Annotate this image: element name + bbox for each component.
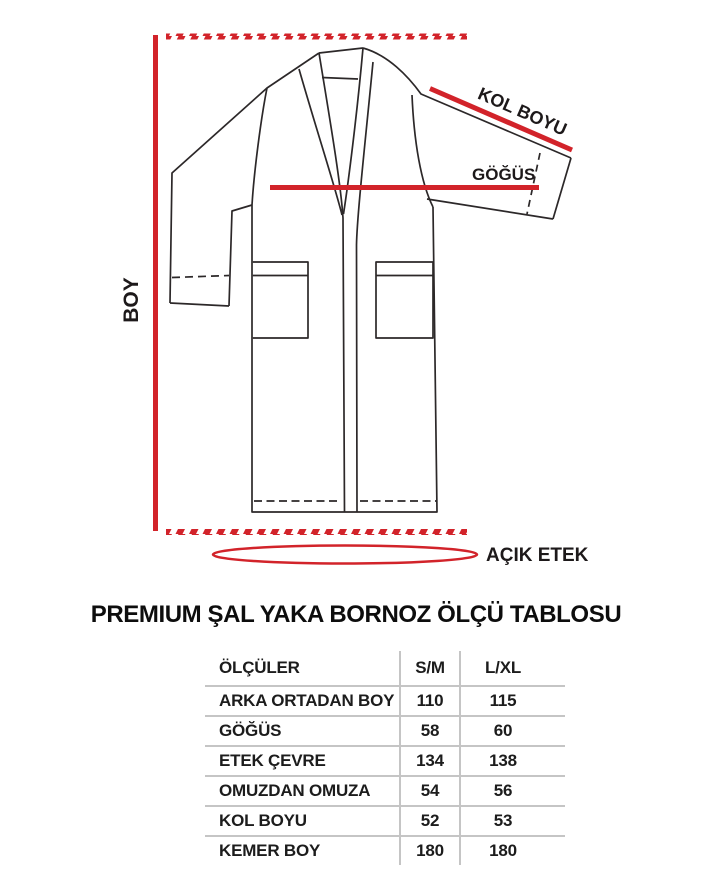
right-cuff-end-line <box>553 158 571 219</box>
lxl-value-cell: 180 <box>460 836 565 865</box>
boy-label: BOY <box>120 277 143 323</box>
measure-label-cell: KEMER BOY <box>219 841 321 860</box>
sm-value-cell: 52 <box>400 806 460 836</box>
back-neck-line <box>322 78 358 80</box>
left-lapel-roll-line <box>299 69 342 215</box>
measure-label-cell: ARKA ORTADAN BOY <box>205 686 400 716</box>
page-title: PREMIUM ŞAL YAKA BORNOZ ÖLÇÜ TABLOSU <box>90 601 622 628</box>
top-width-dashed-line <box>166 34 467 40</box>
left-pocket <box>253 262 308 338</box>
table-row <box>205 746 565 776</box>
kol-boyu-label: KOL BOYU <box>474 83 570 140</box>
collar-top-line <box>319 48 363 53</box>
table-row <box>205 686 565 716</box>
right-armhole-curve <box>412 95 433 207</box>
acik-etek-ellipse <box>213 546 477 564</box>
left-cuff-bottom-line <box>170 303 229 306</box>
column-header-sm: S/M <box>400 651 460 686</box>
left-cuff-fold-dashed-line <box>172 276 229 278</box>
column-header-lxl: L/XL <box>460 651 565 686</box>
table-row <box>205 806 565 836</box>
right-sleeve-bottom-line <box>427 199 553 219</box>
sm-value-cell: 110 <box>400 686 460 716</box>
bottom-width-dashed-line <box>166 529 467 535</box>
measure-label-cell: KOL BOYU <box>205 806 400 836</box>
left-sleeve-outer-line <box>170 53 319 303</box>
measure-label-cell: GÖĞÜS <box>205 716 400 746</box>
robe-outline-drawing <box>170 48 571 512</box>
gogus-label: GÖĞÜS <box>472 165 536 184</box>
right-front-band-line <box>357 62 374 512</box>
sm-value-cell: 58 <box>400 716 460 746</box>
sm-value-cell: 54 <box>400 776 460 806</box>
sm-value-cell: 134 <box>400 746 460 776</box>
lxl-value-cell: 115 <box>460 686 565 716</box>
table-row <box>205 836 565 865</box>
table-header-row <box>205 651 565 686</box>
left-sleeve-inner-line <box>229 205 252 306</box>
sm-value-cell: 180 <box>400 836 460 865</box>
table-row <box>205 776 565 806</box>
right-pocket <box>376 262 433 338</box>
lxl-value-cell: 53 <box>460 806 565 836</box>
lxl-value-cell: 60 <box>460 716 565 746</box>
left-front-band-line <box>319 53 345 512</box>
table-row <box>205 716 565 746</box>
size-table <box>205 651 565 865</box>
column-header-olculer: ÖLÇÜLER <box>205 651 400 686</box>
lxl-value-cell: 56 <box>460 776 565 806</box>
left-armhole-curve <box>252 88 267 205</box>
measure-label-cell: OMUZDAN OMUZA <box>205 776 400 806</box>
lxl-value-cell: 138 <box>460 746 565 776</box>
measure-label-cell: ETEK ÇEVRE <box>205 746 400 776</box>
acik-etek-label: AÇIK ETEK <box>486 545 589 566</box>
